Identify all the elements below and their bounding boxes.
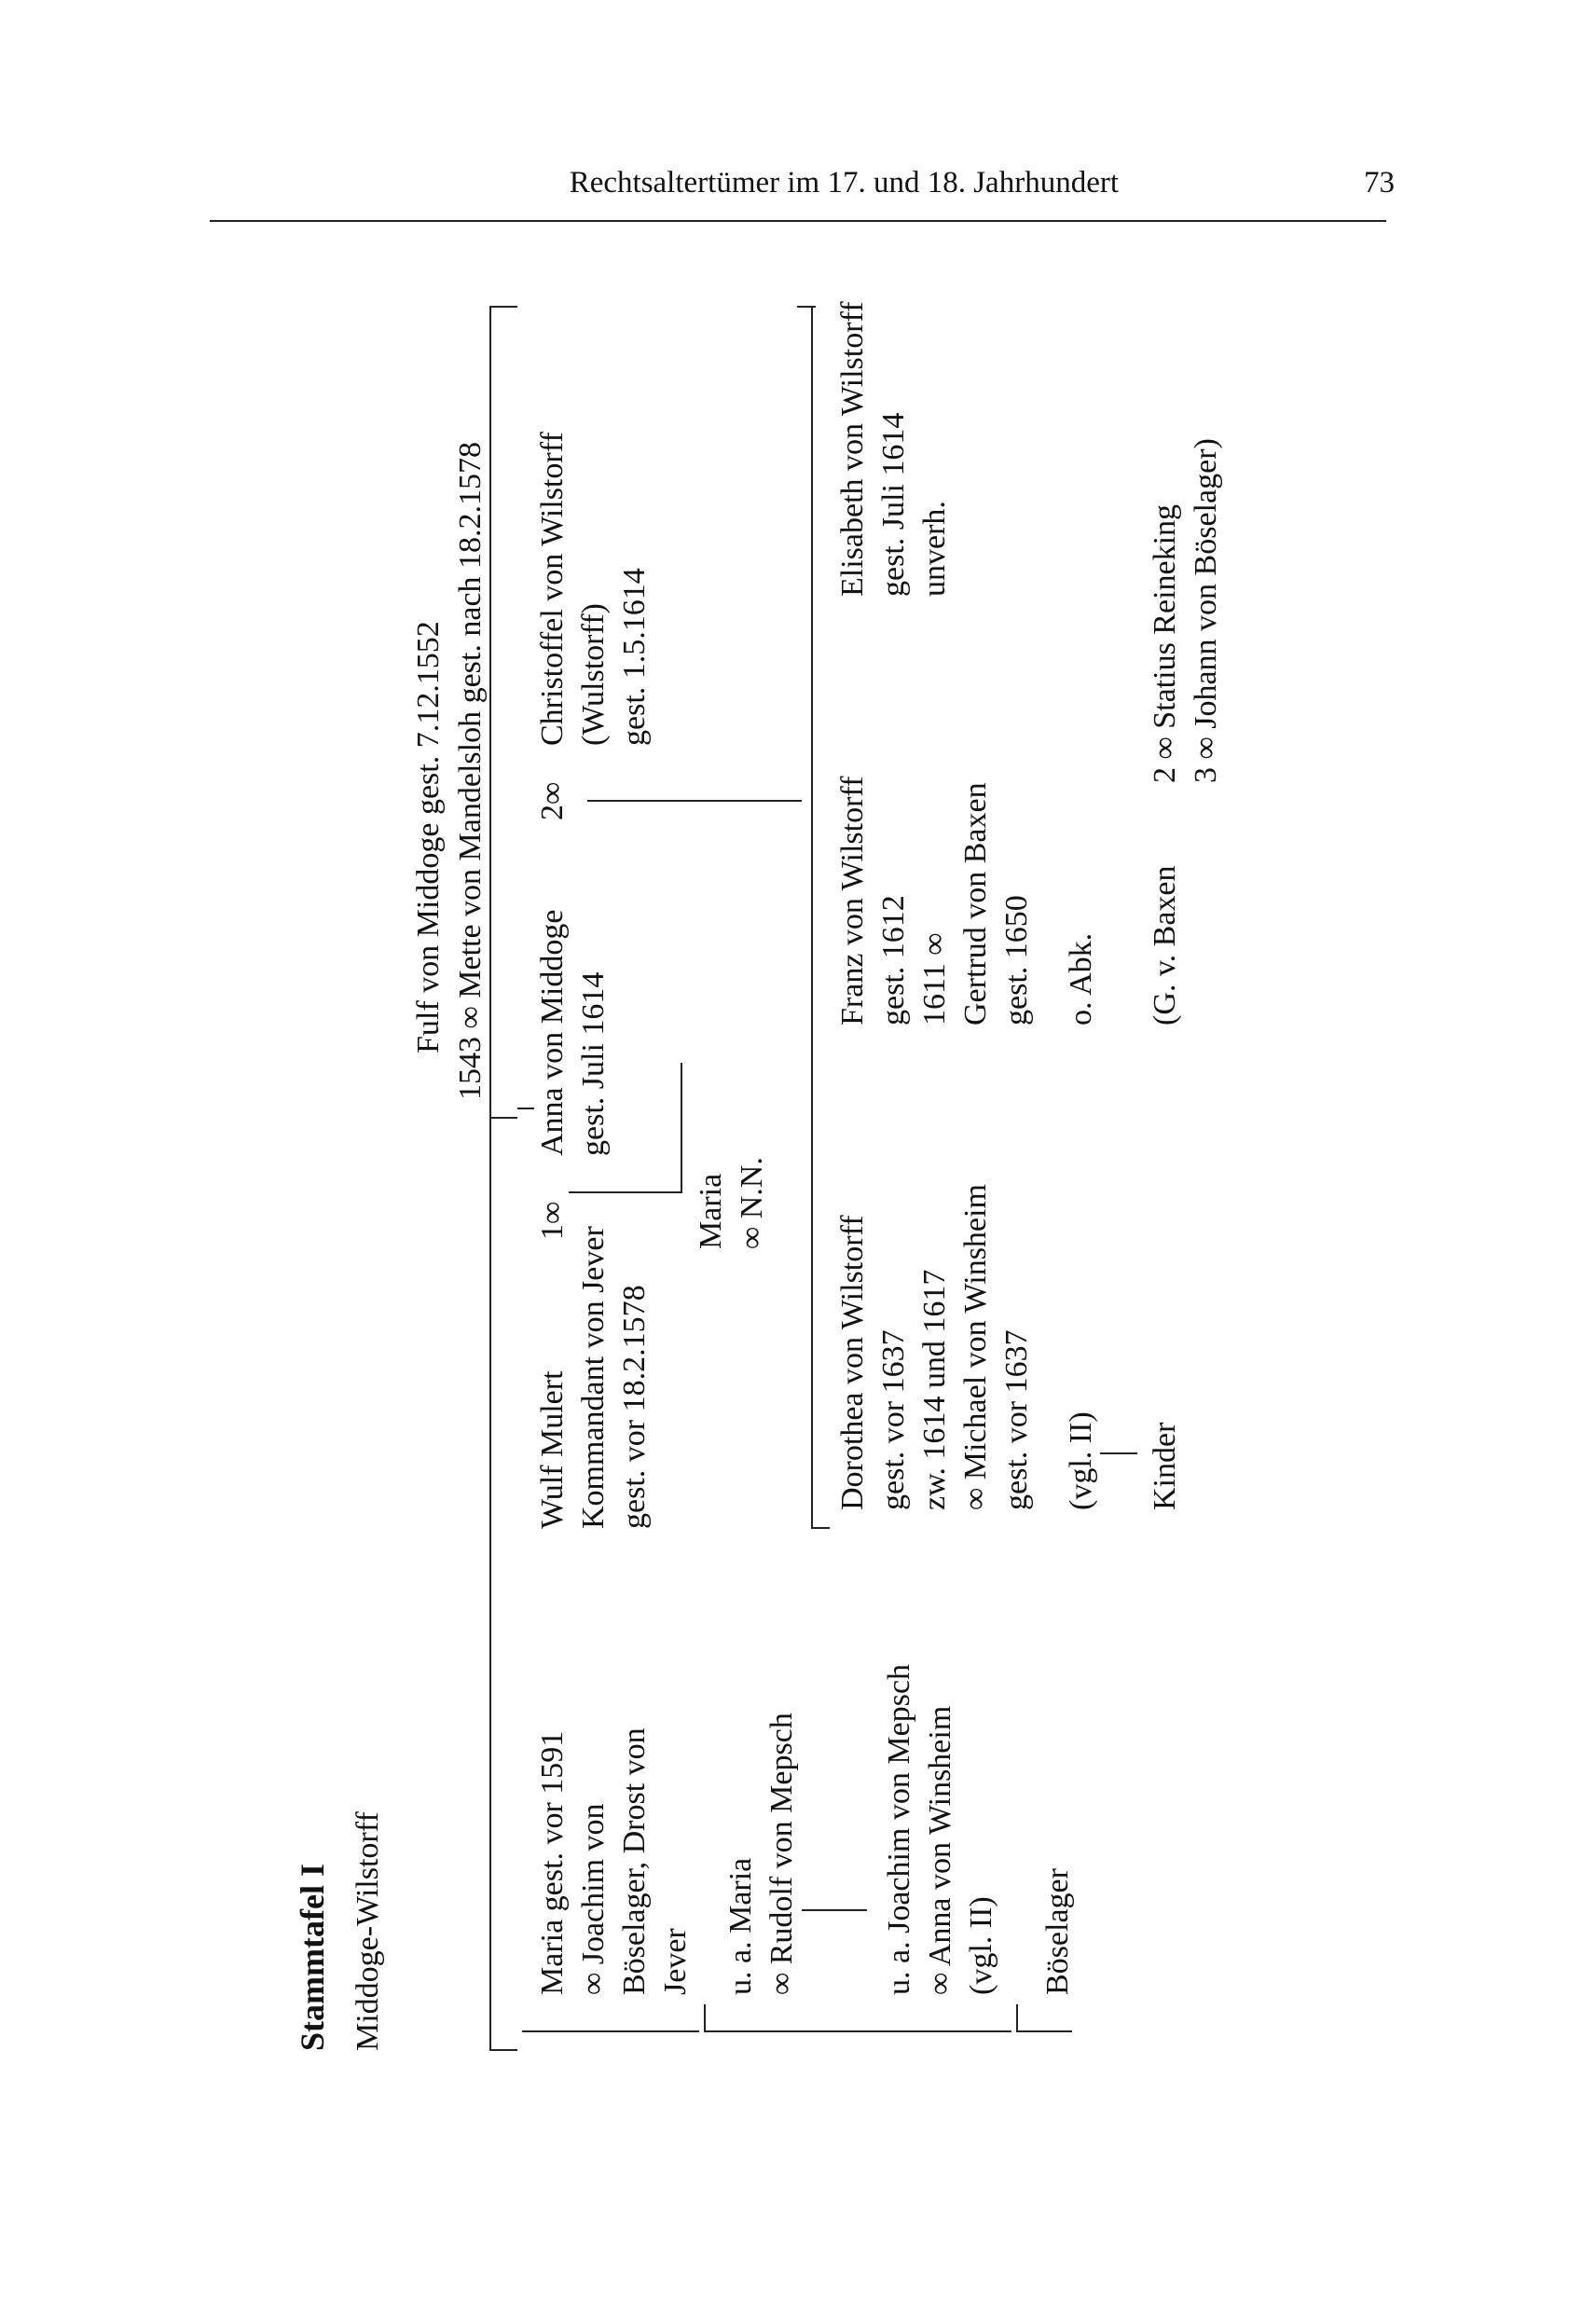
tick-mid: [489, 1117, 517, 1119]
dorothea-line-3: zw. 1614 und 1617: [917, 1269, 952, 1510]
dorothea-line-5: gest. vor 1637: [999, 1329, 1034, 1510]
dorothea-line-1: Dorothea von Wilstorff: [835, 1215, 870, 1510]
franz-offspring: o. Abk.: [1064, 932, 1098, 1025]
marriage-line-2: 3 ∞ Johann von Böselager): [1189, 438, 1223, 783]
christoffel-line-1: Christoffel von Wilstorff: [535, 432, 570, 746]
franz-line-1: Franz von Wilstorff: [835, 776, 870, 1025]
wulf-line-3: gest. vor 18.2.1578: [617, 1285, 652, 1529]
franz-widow: (G. v. Baxen: [1148, 865, 1182, 1025]
maria-nn-line-1: Maria: [694, 1173, 728, 1249]
marriage-line-1: 2 ∞ Statius Reineking: [1148, 503, 1182, 783]
boeselager-bracket: [1016, 2030, 1072, 2032]
root-children-line: [489, 308, 491, 2051]
maria2-drop: [802, 1909, 867, 1911]
wilstorff-children-line: [811, 308, 813, 1529]
joachim-line-3: (vgl. II): [964, 1896, 998, 1995]
joachim-line-2: ∞ Anna von Winsheim: [923, 1705, 957, 1995]
maria-line-3: Böselager, Drost von: [617, 1727, 652, 1995]
kinder-label: Kinder: [1148, 1422, 1182, 1510]
maria-line-2: ∞ Joachim von: [576, 1803, 611, 1995]
root-mette: 1543 ∞ Mette von Mandelsloh gest. nach 18.2.1578: [453, 441, 488, 1100]
elisabeth-line-1: Elisabeth von Wilstorff: [835, 301, 870, 597]
elisabeth-line-2: gest. Juli 1614: [876, 412, 911, 597]
tick-dorothea: [811, 1527, 830, 1529]
table-title: Stammtafel I: [294, 1864, 331, 2051]
franz-line-4: Gertrud von Baxen: [958, 782, 993, 1025]
maria-line-1: Maria gest. vor 1591: [535, 1730, 570, 1995]
joachim-line-1: u. a. Joachim von Mepsch: [882, 1663, 916, 1995]
maria-line-4: Jever: [658, 1928, 693, 1995]
joachim-bracket: [704, 2030, 1011, 2032]
table-subtitle: Middoge-Wilstorff: [351, 1811, 385, 2051]
christoffel-line-2: (Wulstorff): [576, 603, 611, 746]
wulf-anna-drop: [569, 1191, 681, 1193]
maria-nn-link: [681, 1063, 682, 1193]
joachim-link: [1016, 2004, 1018, 2032]
franz-line-3: 1611 ∞: [917, 932, 952, 1025]
elisabeth-line-3: unverh.: [917, 501, 952, 597]
page-number: 73: [1364, 166, 1395, 200]
franz-line-2: gest. 1612: [876, 895, 911, 1025]
boeselager-label: Böselager: [1040, 1868, 1075, 1995]
family-tree: [280, 280, 1361, 2051]
wulf-line-2: Kommandant von Jever: [576, 1226, 611, 1529]
running-title: Rechtsaltertümer im 17. und 18. Jahrhundert: [569, 166, 1119, 200]
maria2-link: [704, 2004, 706, 2032]
anna-christoffel-drop: [587, 800, 802, 802]
marriage-marker-2: 2∞: [535, 781, 570, 820]
tick-right: [489, 306, 517, 308]
marriage-marker-1: 1∞: [535, 1201, 570, 1240]
anna-line-1: Anna von Middoge: [535, 909, 570, 1156]
header-rule: [210, 220, 1386, 222]
anna-line-2: gest. Juli 1614: [576, 971, 611, 1156]
tick-elisabeth: [797, 306, 816, 308]
wulf-line-1: Wulf Mulert: [535, 1370, 570, 1529]
maria-bracket: [522, 2030, 699, 2032]
root-fulf: Fulf von Middoge gest. 7.12.1552: [411, 621, 446, 1053]
dorothea-line-2: gest. vor 1637: [876, 1329, 911, 1510]
dorothea-ref: (vgl. II): [1064, 1411, 1098, 1510]
maria-nn-line-2: ∞ N.N.: [735, 1157, 769, 1249]
maria2-line-1: u. a. Maria: [723, 1857, 758, 1995]
franz-line-5: gest. 1650: [999, 895, 1034, 1025]
maria2-line-2: ∞ Rudolf von Mepsch: [764, 1713, 799, 1995]
kinder-drop: [1100, 1452, 1137, 1454]
christoffel-line-3: gest. 1.5.1614: [617, 568, 652, 746]
tick-left: [489, 2049, 517, 2051]
dorothea-line-4: ∞ Michael von Winsheim: [958, 1184, 993, 1510]
